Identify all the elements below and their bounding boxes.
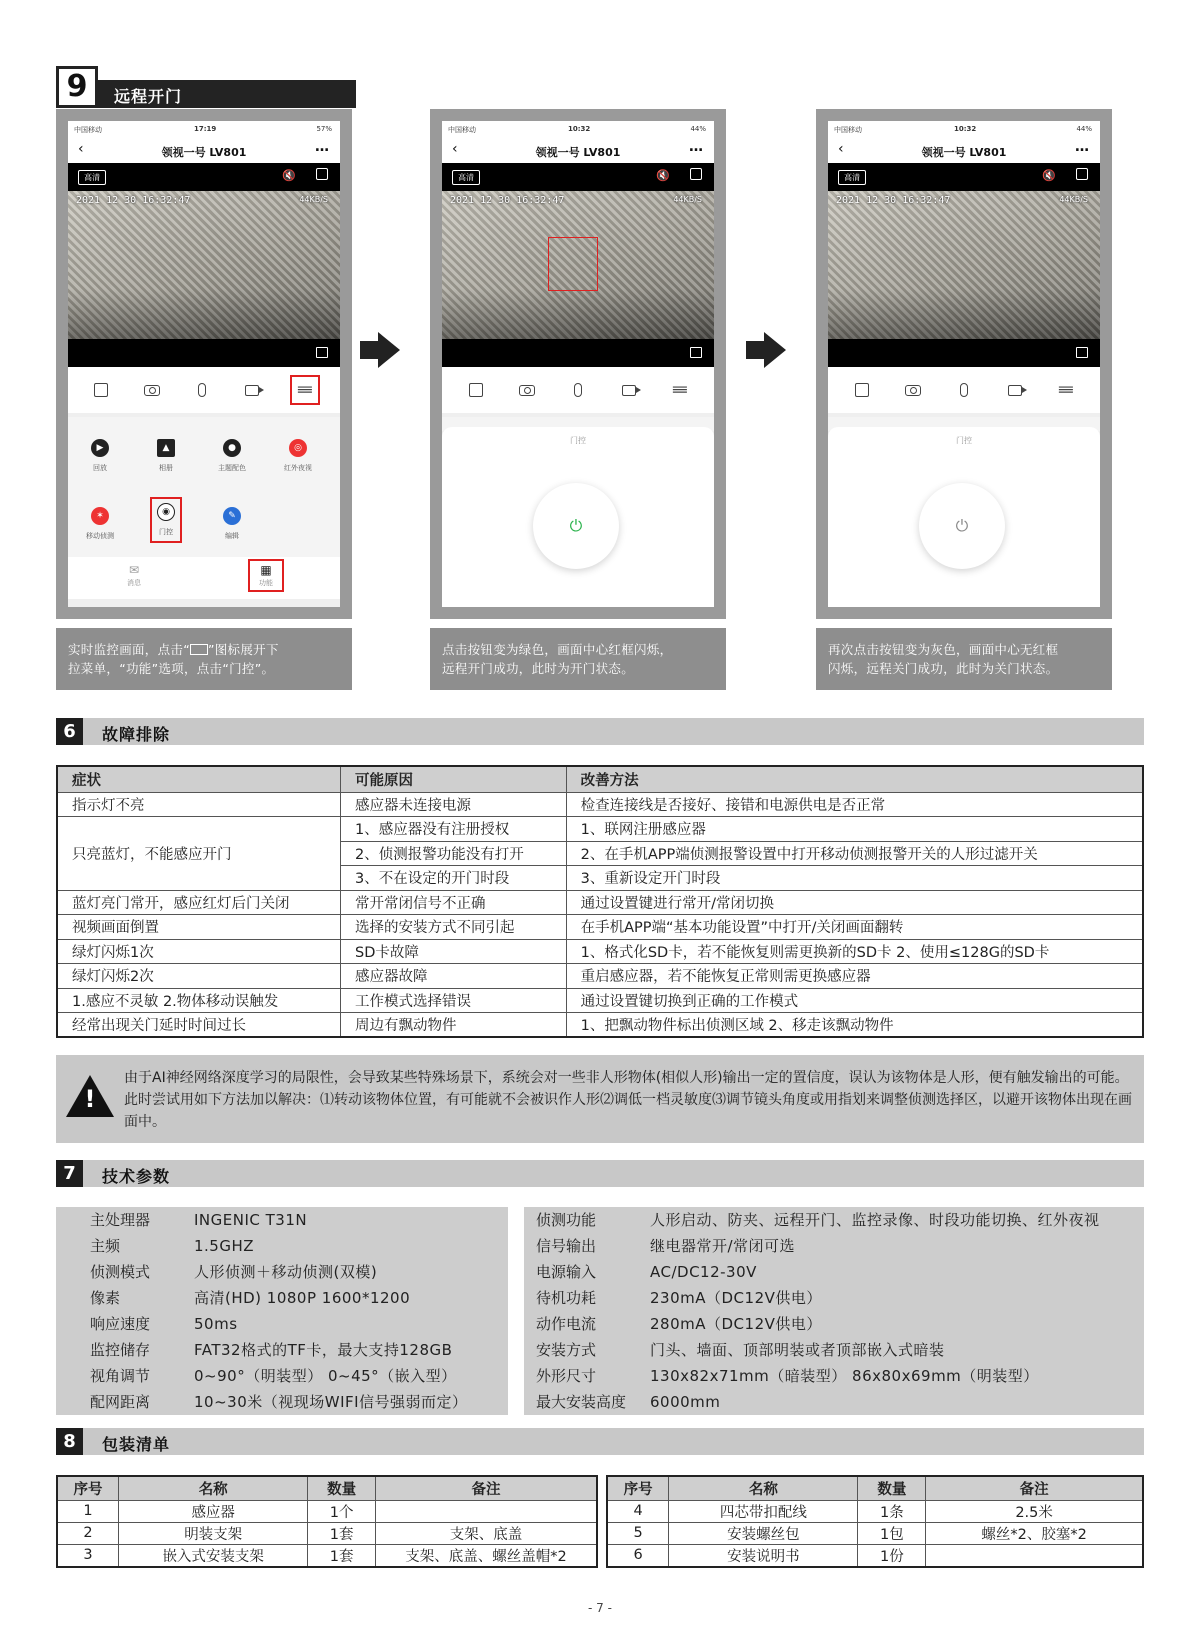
record-button[interactable] xyxy=(1002,377,1028,403)
table-row xyxy=(57,1544,597,1567)
no-cell: 2 xyxy=(57,1522,119,1544)
qty-cell: 1套 xyxy=(308,1522,376,1544)
status-battery: 44% xyxy=(690,125,706,133)
function-door-control[interactable] xyxy=(150,497,182,543)
table-row xyxy=(57,1500,597,1522)
caption-step-3 xyxy=(816,628,1112,690)
status-time: 17:19 xyxy=(194,125,217,133)
nav-title: 领视一号 LV801 xyxy=(161,146,247,159)
name-cell: 嵌入式安装支架 xyxy=(119,1544,308,1567)
status-battery: 44% xyxy=(1076,125,1092,133)
status-battery: 57% xyxy=(316,125,332,133)
symptom-cell: 只亮蓝灯，不能感应开门 xyxy=(57,817,340,891)
scan-icon xyxy=(94,383,108,397)
video-bottom-bar xyxy=(442,339,714,367)
talk-button[interactable] xyxy=(565,377,591,403)
power-icon: ⏻ xyxy=(569,516,583,535)
door-power-button[interactable] xyxy=(919,483,1005,569)
status-carrier: 中国移动 xyxy=(74,126,102,134)
spec-value: 0~90°（明装型） 0~45°（嵌入型） xyxy=(194,1367,457,1385)
function-label: 回放 xyxy=(93,464,107,472)
power-icon: ⏻ xyxy=(955,516,969,535)
column-header: 名称 xyxy=(119,1476,308,1500)
tab-functions[interactable] xyxy=(248,559,284,592)
grid-icon: ▦ xyxy=(260,563,272,577)
caption-step-1 xyxy=(56,628,352,690)
cause-cell: 2、侦测报警功能没有打开 xyxy=(340,841,566,866)
nav-bar xyxy=(442,137,714,163)
scan-button[interactable] xyxy=(849,377,875,403)
cause-cell: 选择的安装方式不同引起 xyxy=(340,915,566,940)
fix-cell: 1、把飘动物件标出侦测区域 2、移走该飘动物件 xyxy=(566,1013,1143,1038)
spec-value: 1.5GHZ xyxy=(194,1237,255,1255)
fix-cell: 重启感应器，若不能恢复正常则需更换感应器 xyxy=(566,964,1143,989)
camera-icon xyxy=(144,385,160,396)
door-signal-icon: ◉ xyxy=(157,503,175,521)
spec-value: 人形侦测＋移动侦测(双模) xyxy=(194,1263,378,1281)
qty-cell: 1包 xyxy=(858,1522,926,1544)
section-8-number: 8 xyxy=(56,1428,83,1455)
table-row xyxy=(57,1522,597,1544)
video-bottom-bar xyxy=(68,339,340,367)
scan-button[interactable] xyxy=(88,377,114,403)
caption-line: 拉菜单，“功能”选项，点击“门控”。 xyxy=(68,661,275,676)
hd-toggle-button[interactable]: 高清 xyxy=(78,170,106,185)
nav-title: 领视一号 LV801 xyxy=(921,146,1007,159)
expand-menu-button[interactable] xyxy=(290,375,320,405)
hd-toggle-button[interactable]: 高清 xyxy=(452,170,480,185)
function-playback[interactable] xyxy=(70,439,130,473)
symptom-cell: 视频画面倒置 xyxy=(57,915,340,940)
expand-menu-icon xyxy=(190,644,208,655)
note-cell: 支架、底盖、螺丝盖帽*2 xyxy=(375,1544,597,1567)
name-cell: 感应器 xyxy=(119,1500,308,1522)
column-header: 数量 xyxy=(858,1476,926,1500)
spec-key: 响应速度 xyxy=(90,1315,151,1333)
qty-cell: 1套 xyxy=(308,1544,376,1567)
note-cell: 螺丝*2、胶塞*2 xyxy=(926,1522,1143,1544)
nav-bar xyxy=(828,137,1100,163)
status-bar xyxy=(68,121,340,137)
column-header: 改善方法 xyxy=(566,766,1143,792)
back-icon[interactable]: ‹ xyxy=(452,141,458,157)
status-bar xyxy=(442,121,714,137)
table-row xyxy=(57,988,1143,1013)
spec-value: 人形启动、防夹、远程开门、监控录像、时段功能切换、红外夜视 xyxy=(650,1211,1100,1229)
spec-key: 主处理器 xyxy=(90,1211,151,1229)
video-speed: 44KB/S xyxy=(299,195,328,204)
spec-key: 配网距离 xyxy=(90,1393,151,1411)
record-button[interactable] xyxy=(616,377,642,403)
snapshot-button[interactable] xyxy=(514,377,540,403)
video-top-bar xyxy=(68,163,340,191)
symptom-cell: 1.感应不灵敏 2.物体移动误触发 xyxy=(57,988,340,1013)
spec-key: 像素 xyxy=(90,1289,121,1307)
column-header: 序号 xyxy=(607,1476,669,1500)
cause-cell: SD卡故障 xyxy=(340,939,566,964)
function-label: 门控 xyxy=(159,528,173,536)
live-video xyxy=(442,191,714,339)
no-cell: 1 xyxy=(57,1500,119,1522)
caption-text: ”图标展开下 xyxy=(207,642,279,657)
video-record-icon xyxy=(245,385,259,396)
fullscreen-icon[interactable] xyxy=(690,347,702,358)
fix-cell: 在手机APP端“基本功能设置”中打开/关闭画面翻转 xyxy=(566,915,1143,940)
section-9-bar xyxy=(56,80,356,108)
status-carrier: 中国移动 xyxy=(448,126,476,134)
name-cell: 安装说明书 xyxy=(669,1544,858,1567)
note-cell xyxy=(926,1544,1143,1567)
door-control-panel xyxy=(442,427,714,607)
talk-button[interactable] xyxy=(951,377,977,403)
spec-key: 侦测功能 xyxy=(536,1211,597,1229)
more-icon[interactable]: … xyxy=(1075,139,1090,155)
more-icon[interactable]: … xyxy=(689,139,704,155)
troubleshooting-table xyxy=(56,765,1144,1038)
fix-cell: 2、在手机APP端侦测报警设置中打开移动侦测报警开关的人形过滤开关 xyxy=(566,841,1143,866)
phone-screenshot-3 xyxy=(816,109,1112,619)
warning-mark: ! xyxy=(84,1085,96,1113)
back-icon[interactable]: ‹ xyxy=(78,141,84,157)
section-6-number: 6 xyxy=(56,718,83,745)
function-motion-detect[interactable] xyxy=(70,507,130,541)
hd-toggle-button[interactable]: 高清 xyxy=(838,170,866,185)
live-video xyxy=(68,191,340,339)
symptom-cell: 经常出现关门延时时间过长 xyxy=(57,1013,340,1038)
no-cell: 4 xyxy=(607,1500,669,1522)
section-9-number: 9 xyxy=(56,66,98,108)
section-8-title: 包装清单 xyxy=(102,1435,171,1454)
window-icon[interactable] xyxy=(316,168,328,180)
spec-list-right xyxy=(524,1207,1144,1415)
detection-red-frame xyxy=(548,237,598,291)
function-theme[interactable] xyxy=(202,439,262,473)
scan-icon xyxy=(855,383,869,397)
cause-cell: 感应器故障 xyxy=(340,964,566,989)
expand-menu-button[interactable] xyxy=(667,377,693,403)
function-edit[interactable] xyxy=(202,507,262,541)
spec-value: 230mA（DC12V供电） xyxy=(650,1289,822,1307)
spec-value: 高清(HD) 1080P 1600*1200 xyxy=(194,1289,411,1307)
scan-icon xyxy=(469,383,483,397)
section-8-header xyxy=(56,1428,1144,1455)
door-power-button[interactable] xyxy=(533,483,619,569)
column-header: 备注 xyxy=(926,1476,1143,1500)
qty-cell: 1个 xyxy=(308,1500,376,1522)
spec-key: 视角调节 xyxy=(90,1367,151,1385)
function-label: 编辑 xyxy=(225,532,239,540)
note-cell: 2.5米 xyxy=(926,1500,1143,1522)
table-row xyxy=(607,1544,1143,1567)
edit-icon: ✎ xyxy=(223,507,241,525)
no-cell: 5 xyxy=(607,1522,669,1544)
mute-icon[interactable]: 🔇 xyxy=(1042,169,1056,182)
spec-value: INGENIC T31N xyxy=(194,1211,308,1229)
message-icon: ✉ xyxy=(128,563,140,577)
tab-label: 功能 xyxy=(259,579,273,587)
cause-cell: 工作模式选择错误 xyxy=(340,988,566,1013)
tab-bar xyxy=(68,557,340,599)
column-header: 序号 xyxy=(57,1476,119,1500)
chevron-down-icon: ≡ xyxy=(1056,382,1076,398)
video-speed: 44KB/S xyxy=(1059,195,1088,204)
fix-cell: 检查连接线是否接好、接错和电源供电是否正常 xyxy=(566,792,1143,817)
spec-key: 动作电流 xyxy=(536,1315,597,1333)
table-row xyxy=(57,817,1143,842)
mute-icon[interactable]: 🔇 xyxy=(282,169,296,182)
window-icon[interactable] xyxy=(690,168,702,180)
status-time: 10:32 xyxy=(954,125,977,133)
caption-line: 再次点击按钮变为灰色，画面中心无红框 xyxy=(828,642,1059,657)
phone-screenshot-1 xyxy=(56,109,352,619)
fullscreen-icon[interactable] xyxy=(316,347,328,358)
spec-key: 侦测模式 xyxy=(90,1263,151,1281)
arrow-right-icon xyxy=(360,332,400,368)
table-row xyxy=(57,915,1143,940)
name-cell: 四芯带扣配线 xyxy=(669,1500,858,1522)
spec-value: 10~30米（视现场WIFI信号强弱而定） xyxy=(194,1393,468,1411)
table-header-row xyxy=(607,1476,1143,1500)
warning-text: 由于AI神经网络深度学习的局限性，会导致某些特殊场景下，系统会对一些非人形物体(相似人形)输出一定的置信度，误认为该物体是人形，便有触发输出的可能。此时尝试用如下方法加以解决：⑴转动该物体位置，有可能就不会被识作人形⑵调低一档灵敏度⑶调节镜头角度或用指划来调整侦测选择区，以避开该物体出现在画面中。 xyxy=(124,1070,1132,1130)
door-control-label: 门控 xyxy=(956,436,972,445)
spec-value: AC/DC12-30V xyxy=(650,1263,757,1281)
function-grid xyxy=(68,417,340,557)
fullscreen-icon[interactable] xyxy=(1076,347,1088,358)
caption-line xyxy=(68,640,340,659)
control-row xyxy=(828,367,1100,413)
fix-cell: 1、联网注册感应器 xyxy=(566,817,1143,842)
chevron-down-icon: ≡ xyxy=(670,382,690,398)
packing-table-left xyxy=(56,1475,598,1568)
video-record-icon xyxy=(1008,385,1022,396)
palette-icon: ● xyxy=(223,439,241,457)
caption-text: 实时监控画面，点击“ xyxy=(68,642,190,657)
caption-step-2 xyxy=(430,628,726,690)
play-icon: ▶ xyxy=(91,439,109,457)
video-speed: 44KB/S xyxy=(673,195,702,204)
column-header: 症状 xyxy=(57,766,340,792)
phone-screenshot-2 xyxy=(430,109,726,619)
column-header: 名称 xyxy=(669,1476,858,1500)
fix-cell: 3、重新设定开门时段 xyxy=(566,866,1143,891)
spec-value: 6000mm xyxy=(650,1393,721,1411)
name-cell: 安装螺丝包 xyxy=(669,1522,858,1544)
spec-key: 安装方式 xyxy=(536,1341,597,1359)
table-row xyxy=(57,939,1143,964)
function-label: 相册 xyxy=(159,464,173,472)
camera-icon xyxy=(905,385,921,396)
talk-button[interactable] xyxy=(189,377,215,403)
cause-cell: 常开常闭信号不正确 xyxy=(340,890,566,915)
cause-cell: 3、不在设定的开门时段 xyxy=(340,866,566,891)
spec-key: 监控储存 xyxy=(90,1341,151,1359)
symptom-cell: 绿灯闪烁2次 xyxy=(57,964,340,989)
spec-value: 继电器常开/常闭可选 xyxy=(650,1237,796,1255)
spec-key: 电源输入 xyxy=(536,1263,597,1281)
page-number: - 7 - xyxy=(588,1601,612,1615)
spec-value: 280mA（DC12V供电） xyxy=(650,1315,822,1333)
section-9-title: 远程开门 xyxy=(114,87,183,106)
control-row xyxy=(442,367,714,413)
symptom-cell: 指示灯不亮 xyxy=(57,792,340,817)
table-row xyxy=(607,1500,1143,1522)
control-row xyxy=(68,367,340,413)
camera-icon xyxy=(519,385,535,396)
spec-key: 信号输出 xyxy=(536,1237,597,1255)
fix-cell: 通过设置键进行常开/常闭切换 xyxy=(566,890,1143,915)
tab-label: 消息 xyxy=(127,579,141,587)
video-timestamp: 2021 12 30 16:32:47 xyxy=(450,195,565,206)
table-header-row xyxy=(57,1476,597,1500)
caption-line: 点击按钮变为绿色，画面中心红框闪烁， xyxy=(442,642,673,657)
note-cell xyxy=(375,1500,597,1522)
table-row xyxy=(57,964,1143,989)
caption-line: 远程开门成功，此时为开门状态。 xyxy=(442,661,635,676)
status-carrier: 中国移动 xyxy=(834,126,862,134)
microphone-icon xyxy=(574,383,582,397)
spec-value: 门头、墙面、顶部明装或者顶部嵌入式暗装 xyxy=(650,1341,945,1359)
video-top-bar xyxy=(442,163,714,191)
video-top-bar xyxy=(828,163,1100,191)
snapshot-button[interactable] xyxy=(900,377,926,403)
warning-note xyxy=(56,1055,1144,1143)
section-6-title: 故障排除 xyxy=(102,725,171,744)
snapshot-button[interactable] xyxy=(139,377,165,403)
phone-screen xyxy=(828,121,1100,607)
section-7-title: 技术参数 xyxy=(102,1167,171,1186)
fix-cell: 1、格式化SD卡，若不能恢复则需更换新的SD卡 2、使用≤128G的SD卡 xyxy=(566,939,1143,964)
qty-cell: 1条 xyxy=(858,1500,926,1522)
name-cell: 明装支架 xyxy=(119,1522,308,1544)
no-cell: 6 xyxy=(607,1544,669,1567)
video-bottom-bar xyxy=(828,339,1100,367)
record-button[interactable] xyxy=(239,377,265,403)
no-cell: 3 xyxy=(57,1544,119,1567)
packing-table-right xyxy=(606,1475,1144,1568)
spec-key: 待机功耗 xyxy=(536,1289,597,1307)
spec-list-left xyxy=(56,1207,508,1415)
column-header: 可能原因 xyxy=(340,766,566,792)
live-video xyxy=(828,191,1100,339)
cause-cell: 1、感应器没有注册授权 xyxy=(340,817,566,842)
column-header: 备注 xyxy=(375,1476,597,1500)
chevron-down-icon: ≡ xyxy=(295,382,315,398)
status-bar xyxy=(828,121,1100,137)
door-control-label: 门控 xyxy=(570,436,586,445)
tab-messages[interactable] xyxy=(116,563,152,588)
function-label: 移动侦测 xyxy=(86,532,114,540)
function-label: 红外夜视 xyxy=(284,464,312,472)
fix-cell: 通过设置键切换到正确的工作模式 xyxy=(566,988,1143,1013)
video-timestamp: 2021 12 30 16:32:47 xyxy=(76,195,191,206)
caption-line: 闪烁，远程关门成功，此时为关门状态。 xyxy=(828,661,1059,676)
spec-key: 主频 xyxy=(90,1237,121,1255)
status-time: 10:32 xyxy=(568,125,591,133)
table-row xyxy=(57,890,1143,915)
phone-screen xyxy=(442,121,714,607)
spec-value: 130x82x71mm（暗装型） 86x80x69mm（明装型） xyxy=(650,1367,1039,1385)
table-header-row xyxy=(57,766,1143,792)
spec-key: 最大安装高度 xyxy=(536,1393,627,1411)
cause-cell: 周边有飘动物件 xyxy=(340,1013,566,1038)
motion-icon: ✶ xyxy=(91,507,109,525)
section-9-header xyxy=(56,66,356,108)
spec-value: FAT32格式的TF卡，最大支持128GB xyxy=(194,1341,453,1359)
section-7-number: 7 xyxy=(56,1160,83,1187)
symptom-cell: 蓝灯亮门常开，感应红灯后门关闭 xyxy=(57,890,340,915)
section-7-header xyxy=(56,1160,1144,1187)
cause-cell: 感应器未连接电源 xyxy=(340,792,566,817)
spec-value: 50ms xyxy=(194,1315,238,1333)
more-icon[interactable]: … xyxy=(315,139,330,155)
nav-bar xyxy=(68,137,340,163)
microphone-icon xyxy=(198,383,206,397)
spec-key: 外形尺寸 xyxy=(536,1367,597,1385)
table-row xyxy=(57,1013,1143,1038)
expand-menu-button[interactable] xyxy=(1053,377,1079,403)
video-timestamp: 2021 12 30 16:32:47 xyxy=(836,195,951,206)
function-night-vision[interactable] xyxy=(268,439,328,473)
microphone-icon xyxy=(960,383,968,397)
video-record-icon xyxy=(622,385,636,396)
section-6-header xyxy=(56,718,1144,745)
arrow-right-icon xyxy=(746,332,786,368)
column-header: 数量 xyxy=(308,1476,376,1500)
table-row xyxy=(607,1522,1143,1544)
scan-button[interactable] xyxy=(463,377,489,403)
note-cell: 支架、底盖 xyxy=(375,1522,597,1544)
window-icon[interactable] xyxy=(1076,168,1088,180)
symptom-cell: 绿灯闪烁1次 xyxy=(57,939,340,964)
door-control-panel xyxy=(828,427,1100,607)
function-label: 主题配色 xyxy=(218,464,246,472)
qty-cell: 1份 xyxy=(858,1544,926,1567)
back-icon[interactable]: ‹ xyxy=(838,141,844,157)
album-icon: ▲ xyxy=(157,439,175,457)
table-row xyxy=(57,792,1143,817)
phone-screen xyxy=(68,121,340,607)
nav-title: 领视一号 LV801 xyxy=(535,146,621,159)
night-vision-icon: ◎ xyxy=(289,439,307,457)
mute-icon[interactable]: 🔇 xyxy=(656,169,670,182)
function-album[interactable] xyxy=(136,439,196,473)
